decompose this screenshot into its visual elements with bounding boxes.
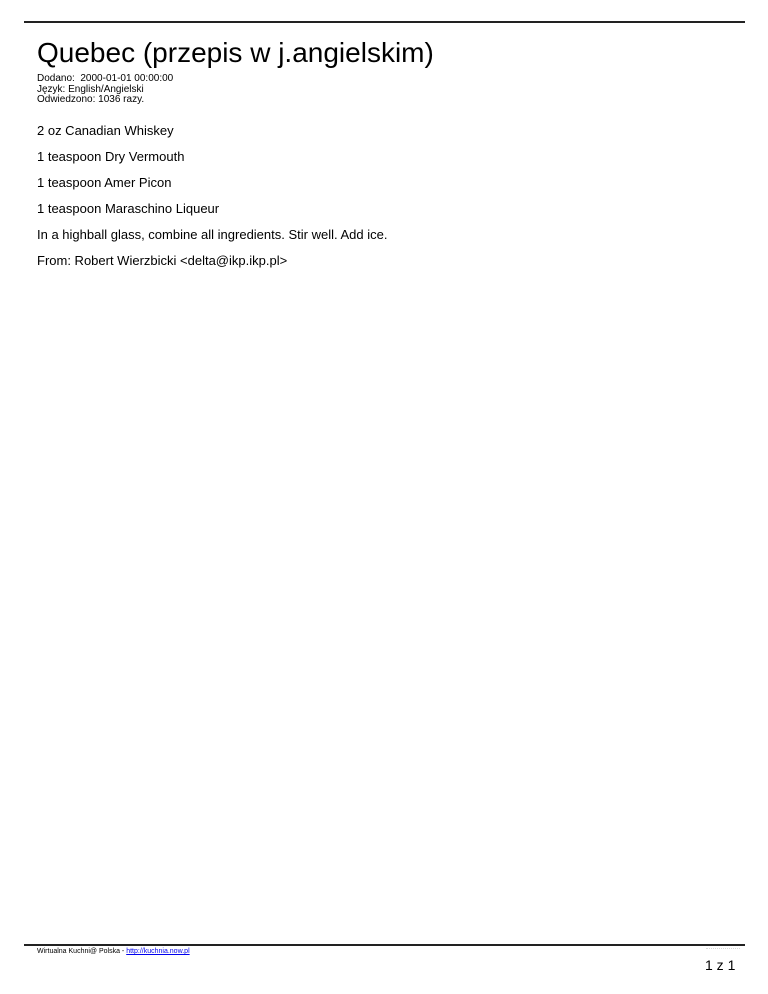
- ingredient-maraschino: 1 teaspoon Maraschino Liqueur: [37, 201, 220, 216]
- footer-faint-mark: [706, 948, 740, 951]
- metadata-block: [37, 74, 173, 106]
- bottom-divider: [24, 944, 745, 946]
- ingredient-whiskey: 2 oz Canadian Whiskey: [37, 123, 174, 138]
- ingredient-amer-picon: 1 teaspoon Amer Picon: [37, 175, 172, 190]
- date-added: Dodano: 2000-01-01 00:00:00: [37, 73, 174, 84]
- page-number: 1 z 1: [705, 957, 736, 973]
- footer-site-link[interactable]: http://kuchnia.now.pl: [126, 948, 190, 955]
- author-line: From: Robert Wierzbicki <delta@ikp.ikp.pl>: [37, 253, 288, 268]
- language-info: Język: English/Angielski: [37, 83, 144, 95]
- footer-site-name: Wirtualna Kuchni@ Polska -: [37, 948, 127, 955]
- footer-site: [37, 947, 190, 956]
- visit-count: Odwiedzono: 1036 razy.: [37, 94, 145, 105]
- top-divider: [24, 21, 745, 23]
- ingredient-vermouth: 1 teaspoon Dry Vermouth: [37, 149, 185, 164]
- recipe-body: [37, 123, 387, 279]
- page-title: Quebec (przepis w j.angielskim): [37, 37, 434, 68]
- instructions: In a highball glass, combine all ingredients. Stir well. Add ice.: [37, 227, 388, 242]
